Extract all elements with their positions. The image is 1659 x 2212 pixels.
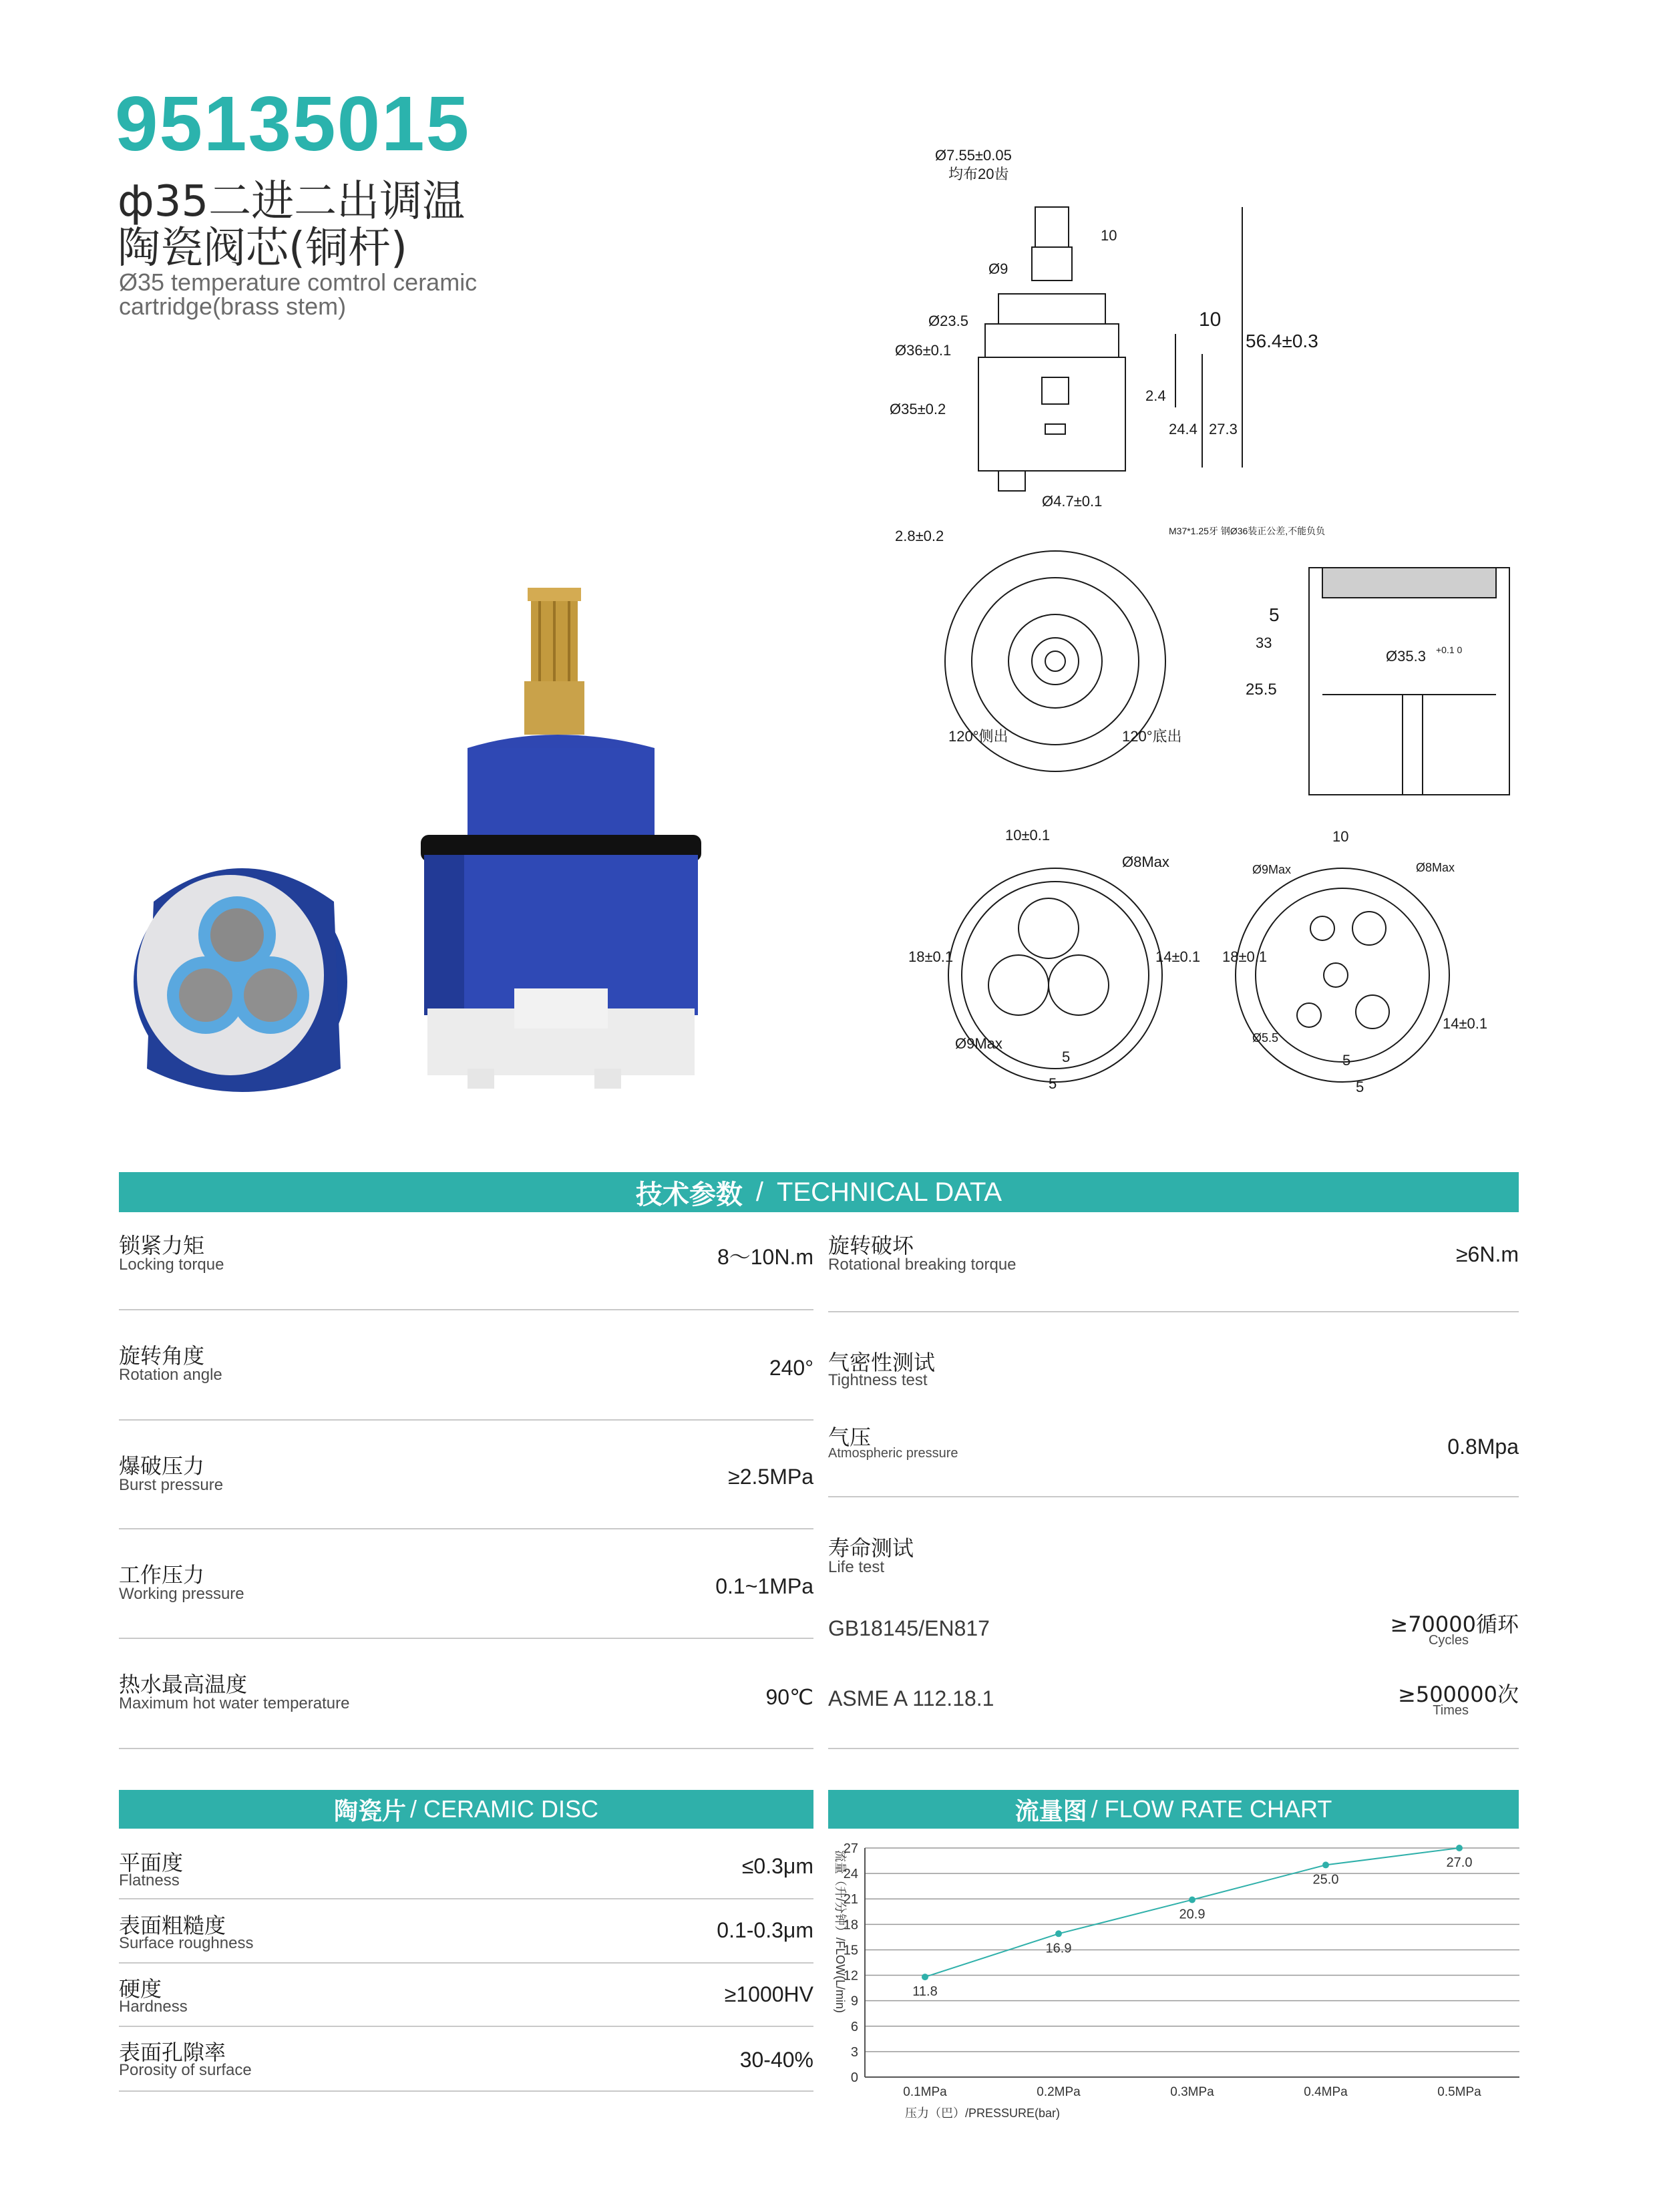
chart-x-ticks: [903, 2085, 1481, 2099]
dim-b18: 18±0.1: [908, 948, 954, 965]
technical-data-title-cn: 技术参数: [635, 1179, 743, 1210]
dim-teeth: 均布20齿: [948, 166, 1009, 182]
flow-rate-bar: [828, 1790, 1519, 1829]
ceramic-disc-table: [119, 1829, 813, 2096]
dim-b5a: 5: [1062, 1049, 1071, 1065]
dim-b5b: 5: [1049, 1075, 1057, 1092]
spec-rotation-angle-en: Rotation angle: [119, 1366, 222, 1384]
label-thread-note: M37*1.25牙 钢Ø36装正公差,不能负负: [1169, 526, 1326, 536]
flow-rate-title-cn: 流量图: [1015, 1797, 1087, 1825]
x-tick-label: 0.3MPa: [1170, 2085, 1214, 2099]
spec-burst-pressure-en: Burst pressure: [119, 1476, 224, 1494]
dim-h273: 27.3: [1209, 421, 1238, 437]
dim-d36: Ø36±0.1: [895, 342, 952, 359]
spec-working-pressure-en: Working pressure: [119, 1585, 244, 1603]
spec-max-temp-cn: 热水最高温度: [119, 1672, 248, 1697]
spec-tightness-en: Tightness test: [828, 1371, 928, 1389]
label-bottom-out: 120°底出: [1122, 728, 1182, 745]
chart-data-labels: [912, 1855, 1472, 1999]
x-tick-label: 0.1MPa: [903, 2085, 947, 2099]
y-tick-label: 21: [843, 1892, 858, 1907]
tech-right-column: [828, 1212, 1519, 1760]
spec-standard-asme-value: ≥500000次: [1398, 1682, 1519, 1707]
divider: [119, 1748, 813, 1749]
divider: [119, 2026, 813, 2027]
data-point: [922, 1974, 928, 1980]
spec-tightness-cn: 气密性测试: [828, 1350, 936, 1375]
label-side-out: 120°侧出: [948, 728, 1008, 745]
divider: [119, 1898, 813, 1899]
spec-atmospheric-value: 0.8Mpa: [1447, 1435, 1519, 1459]
dim-d9: Ø9: [988, 260, 1008, 277]
spec-standard-gb-value: ≥70000循环: [1390, 1612, 1519, 1637]
spec-locking-torque-value: 8～10N.m: [717, 1245, 813, 1269]
dim-s18: 18±0.1: [1222, 948, 1268, 965]
ceramic-flatness-en: Flatness: [119, 1871, 180, 1889]
dim-d353-tol: +0.1 0: [1436, 644, 1463, 655]
spec-standard-gb: GB18145/EN817: [828, 1616, 990, 1640]
dim-s9max: Ø9Max: [1252, 863, 1292, 876]
flow-rate-title-en: / FLOW RATE CHART: [1091, 1795, 1332, 1823]
product-title-cn-line2: 陶瓷阀芯(铜杆): [118, 224, 407, 273]
x-tick-label: 0.2MPa: [1037, 2085, 1081, 2099]
dim-b9max: Ø9Max: [955, 1035, 1002, 1052]
ceramic-disc-title-cn: 陶瓷片: [333, 1797, 406, 1825]
side-view-photo: [421, 588, 701, 1089]
bottom-view-photo: [134, 868, 347, 1092]
dim-s5a: 5: [1342, 1052, 1351, 1069]
y-tick-label: 27: [843, 1841, 858, 1856]
ceramic-porosity-cn: 表面孔隙率: [119, 2040, 226, 2065]
dim-h255: 25.5: [1246, 681, 1277, 699]
spec-burst-pressure-cn: 爆破压力: [119, 1453, 205, 1479]
dim-h24: 2.4: [1145, 387, 1166, 404]
dim-h10b: 10: [1199, 309, 1222, 331]
dim-stem-diameter: Ø7.55±0.05: [935, 147, 1012, 164]
data-point: [1055, 1930, 1062, 1937]
ceramic-roughness-en: Surface roughness: [119, 1934, 254, 1952]
model-number: 95135015: [115, 80, 471, 167]
tech-left-column: [119, 1212, 813, 1760]
data-label: 27.0: [1446, 1855, 1473, 1870]
y-tick-label: 12: [843, 1968, 858, 1984]
y-tick-label: 3: [850, 2044, 858, 2060]
ceramic-roughness-value: 0.1-0.3μm: [717, 1918, 813, 1942]
data-label: 16.9: [1045, 1941, 1072, 1956]
dim-h33: 33: [1256, 634, 1272, 651]
technical-data-bar: [119, 1172, 1519, 1212]
ceramic-hardness-en: Hardness: [119, 1998, 188, 2016]
divider: [828, 1748, 1519, 1749]
spec-standard-asme-unit: Times: [1433, 1703, 1469, 1718]
divider: [119, 1638, 813, 1639]
product-title-en-line2: cartridge(brass stem): [119, 293, 347, 320]
technical-data-separator: /: [755, 1177, 764, 1207]
x-tick-label: 0.4MPa: [1304, 2085, 1348, 2099]
dim-h244: 24.4: [1169, 421, 1197, 437]
data-label: 25.0: [1312, 1872, 1339, 1887]
divider: [119, 1528, 813, 1529]
y-tick-label: 18: [843, 1917, 858, 1933]
product-photo: [127, 588, 741, 1095]
product-title-en-line1: Ø35 temperature comtrol ceramic: [119, 268, 478, 296]
spec-locking-torque-cn: 锁紧力矩: [119, 1233, 205, 1258]
x-tick-label: 0.5MPa: [1437, 2085, 1481, 2099]
spec-max-temp-en: Maximum hot water temperature: [119, 1694, 350, 1712]
y-tick-label: 6: [850, 2019, 858, 2034]
spec-life-test-en: Life test: [828, 1558, 885, 1576]
divider: [119, 2090, 813, 2092]
dim-s8max: Ø8Max: [1416, 861, 1455, 874]
dim-b8max: Ø8Max: [1122, 854, 1169, 870]
divider: [828, 1496, 1519, 1497]
dim-s5b: 5: [1356, 1079, 1364, 1095]
dim-b14: 14±0.1: [1155, 948, 1201, 965]
y-tick-label: 0: [850, 2070, 858, 2085]
spec-atmospheric-cn: 气压: [828, 1425, 872, 1450]
dim-h564: 56.4±0.3: [1246, 331, 1318, 351]
divider: [828, 1311, 1519, 1312]
dim-h10a: 10: [1101, 227, 1117, 244]
spec-burst-pressure-value: ≥2.5MPa: [728, 1465, 813, 1489]
y-tick-label: 9: [850, 1994, 858, 2009]
spec-locking-torque-en: Locking torque: [119, 1256, 224, 1274]
chart-x-axis-label: 压力（巴）/PRESSURE(bar): [905, 2106, 1061, 2120]
ceramic-flatness-value: ≤0.3μm: [741, 1854, 813, 1878]
chart-grid: [865, 1848, 1519, 2077]
spec-rotational-breaking-value: ≥6N.m: [1455, 1242, 1519, 1266]
spec-rotation-angle-value: 240°: [769, 1356, 813, 1380]
dim-d47: Ø4.7±0.1: [1042, 493, 1103, 510]
technical-data-title-en: TECHNICAL DATA: [777, 1177, 1002, 1207]
divider: [119, 1309, 813, 1310]
dim-d23: Ø23.5: [928, 313, 968, 329]
spec-atmospheric-en: Atmospheric pressure: [828, 1446, 958, 1461]
product-title-cn-line1: ф35二进二出调温: [118, 177, 466, 226]
ceramic-disc-title-en: / CERAMIC DISC: [409, 1795, 599, 1823]
chart-y-axis-label: 流量（升/分钟）/FLOW(L/min): [834, 1850, 847, 2014]
data-point: [1456, 1845, 1463, 1851]
ceramic-porosity-value: 30-40%: [739, 2048, 813, 2072]
divider: [119, 1962, 813, 1964]
ceramic-hardness-cn: 硬度: [119, 1976, 162, 2002]
y-tick-label: 24: [843, 1867, 858, 1882]
spec-rotation-angle-cn: 旋转角度: [119, 1343, 205, 1368]
ceramic-hardness-value: ≥1000HV: [724, 1982, 813, 2006]
dim-s14: 14±0.1: [1443, 1015, 1488, 1032]
data-point: [1322, 1861, 1329, 1868]
spec-rotational-breaking-cn: 旋转破坏: [828, 1233, 914, 1258]
data-point: [1189, 1896, 1195, 1903]
ceramic-porosity-en: Porosity of surface: [119, 2061, 252, 2079]
dim-b10: 10±0.1: [1005, 827, 1051, 844]
data-label: 20.9: [1179, 1907, 1206, 1922]
ceramic-disc-bar: [119, 1790, 813, 1829]
data-label: 11.8: [912, 1984, 938, 2000]
dim-s10: 10: [1332, 828, 1349, 845]
spec-working-pressure-cn: 工作压力: [119, 1562, 205, 1588]
spec-life-test-cn: 寿命测试: [828, 1535, 914, 1561]
divider: [119, 1419, 813, 1421]
dim-d35: Ø35±0.2: [890, 401, 946, 417]
spec-max-temp-value: 90℃: [765, 1685, 813, 1709]
flow-rate-chart: [821, 1833, 1523, 2127]
dim-s55: Ø5.5: [1252, 1031, 1279, 1045]
spec-working-pressure-value: 0.1~1MPa: [715, 1574, 813, 1598]
spec-rotational-breaking-en: Rotational breaking torque: [828, 1256, 1017, 1274]
spec-standard-asme: ASME A 112.18.1: [828, 1686, 994, 1710]
technical-drawing: [882, 140, 1549, 1109]
dim-d353: Ø35.3: [1386, 648, 1426, 665]
ceramic-roughness-cn: 表面粗糙度: [119, 1913, 226, 1938]
ceramic-flatness-cn: 平面度: [119, 1850, 184, 1875]
y-tick-label: 15: [843, 1943, 858, 1958]
dim-h5: 5: [1269, 604, 1280, 625]
spec-standard-gb-unit: Cycles: [1428, 1633, 1469, 1648]
dim-h28: 2.8±0.2: [895, 528, 944, 544]
